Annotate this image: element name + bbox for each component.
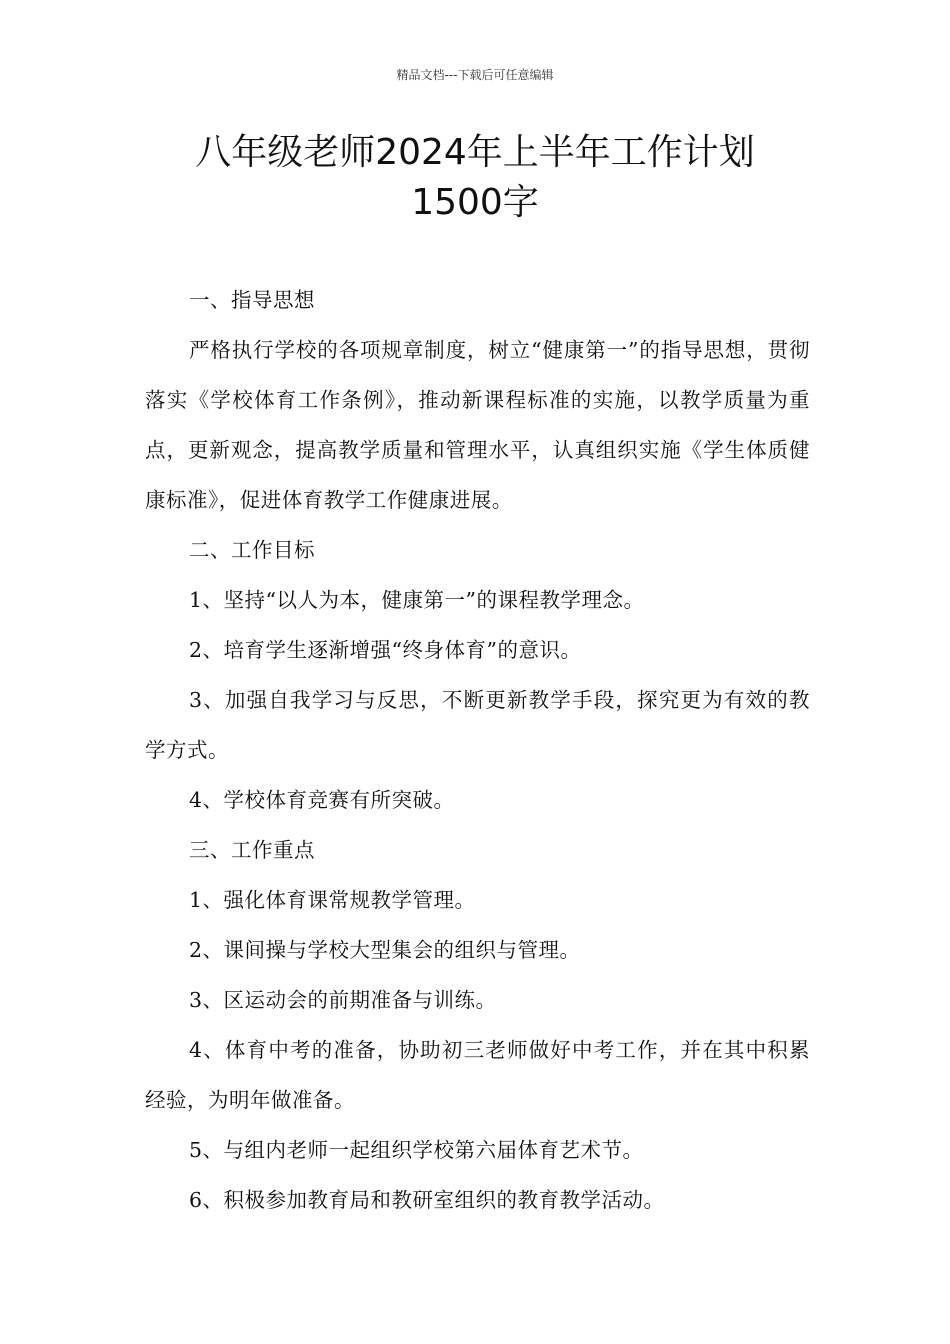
list-item-goal-3: 3、加强自我学习与反思，不断更新教学手段，探究更为有效的教学方式。 <box>145 688 810 762</box>
section-heading-guiding-ideology: 一、指导思想 <box>189 288 315 312</box>
list-item-focus-1: 1、强化体育课常规教学管理。 <box>189 888 476 912</box>
document-body <box>145 275 810 1225</box>
title-line-1: 八年级老师2024年上半年工作计划 <box>195 132 755 173</box>
page-header: 精品文档---下载后可任意编辑 <box>396 68 554 82</box>
list-item-focus-5: 5、与组内老师一起组织学校第六届体育艺术节。 <box>189 1138 644 1162</box>
section-heading-work-focus: 三、工作重点 <box>189 838 315 862</box>
list-item-goal-4: 4、学校体育竞赛有所突破。 <box>189 788 455 812</box>
list-item-focus-3: 3、区运动会的前期准备与训练。 <box>189 988 497 1012</box>
list-item-focus-2: 2、课间操与学校大型集会的组织与管理。 <box>189 938 581 962</box>
list-item-goal-1: 1、坚持“以人为本，健康第一”的课程教学理念。 <box>189 588 645 612</box>
paragraph-guiding-ideology: 严格执行学校的各项规章制度，树立“健康第一”的指导思想，贯彻落实《学校体育工作条例》，推动新课程标准的实施，以教学质量为重点，更新观念，提高教学质量和管理水平，认真组织实施《学生体质健康标准》，促进体育教学工作健康进展。 <box>145 338 810 512</box>
list-item-goal-2: 2、培育学生逐渐增强“终身体育”的意识。 <box>189 638 582 662</box>
list-item-focus-4: 4、体育中考的准备，协助初三老师做好中考工作，并在其中积累经验，为明年做准备。 <box>145 1038 810 1112</box>
document-title <box>120 128 830 228</box>
title-line-2: 1500字 <box>411 182 539 223</box>
section-heading-work-goals: 二、工作目标 <box>189 538 315 562</box>
list-item-focus-6: 6、积极参加教育局和教研室组织的教育教学活动。 <box>189 1188 665 1212</box>
